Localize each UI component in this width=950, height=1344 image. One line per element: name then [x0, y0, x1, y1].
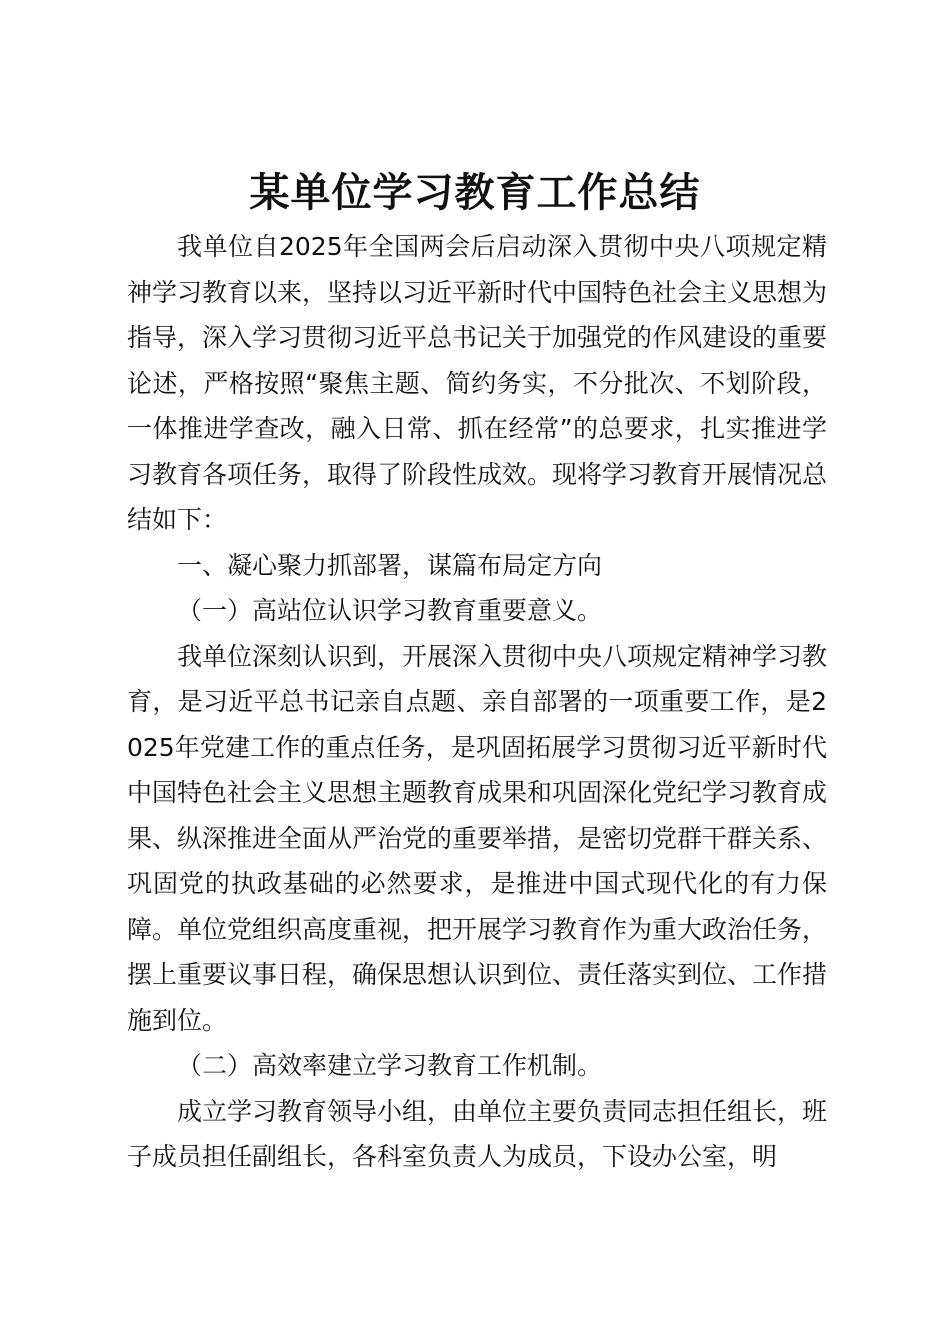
intro-paragraph: 我单位自2025年全国两会后启动深入贯彻中央八项规定精神学习教育以来，坚持以习近平新时代中国特色社会主义思想为指导，深入学习贯彻习近平总书记关于加强党的作风建设的重要论述，严格按照“聚焦主题、简约务实，不分批次、不划阶段，一体推进学查改，融入日常、抓在经常”的总要求，扎实推进学习教育各项任务，取得了阶段性成效。现将学习教育开展情况总结如下： [127, 232, 828, 534]
document-body [127, 224, 827, 1180]
document-title: 某单位学习教育工作总结 [249, 169, 701, 216]
subsection-heading-2: （二）高效率建立学习教育工作机制。 [177, 1051, 603, 1080]
subsection-paragraph-1: 我单位深刻认识到，开展深入贯彻中央八项规定精神学习教育，是习近平总书记亲自点题、亲自部署的一项重要工作，是2025年党建工作的重点任务，是巩固拓展学习贯彻习近平新时代中国特色社会主义思想主题教育成果和巩固深化党纪学习教育成果、纵深推进全面从严治党的重要举措，是密切党群干群关系、巩固党的执政基础的必然要求，是推进中国式现代化的有力保障。单位党组织高度重视，把开展学习教育作为重大政治任务，摆上重要议事日程，确保思想认识到位、责任落实到位、工作措施到位。 [127, 641, 828, 1035]
subsection-paragraph-2: 成立学习教育领导小组，由单位主要负责同志担任组长，班子成员担任副组长，各科室负责人为成员，下设办公室，明 [127, 1096, 828, 1171]
section-heading-1: 一、凝心聚力抓部署，谋篇布局定方向 [177, 550, 603, 580]
subsection-heading-1: （一）高站位认识学习教育重要意义。 [177, 596, 603, 625]
